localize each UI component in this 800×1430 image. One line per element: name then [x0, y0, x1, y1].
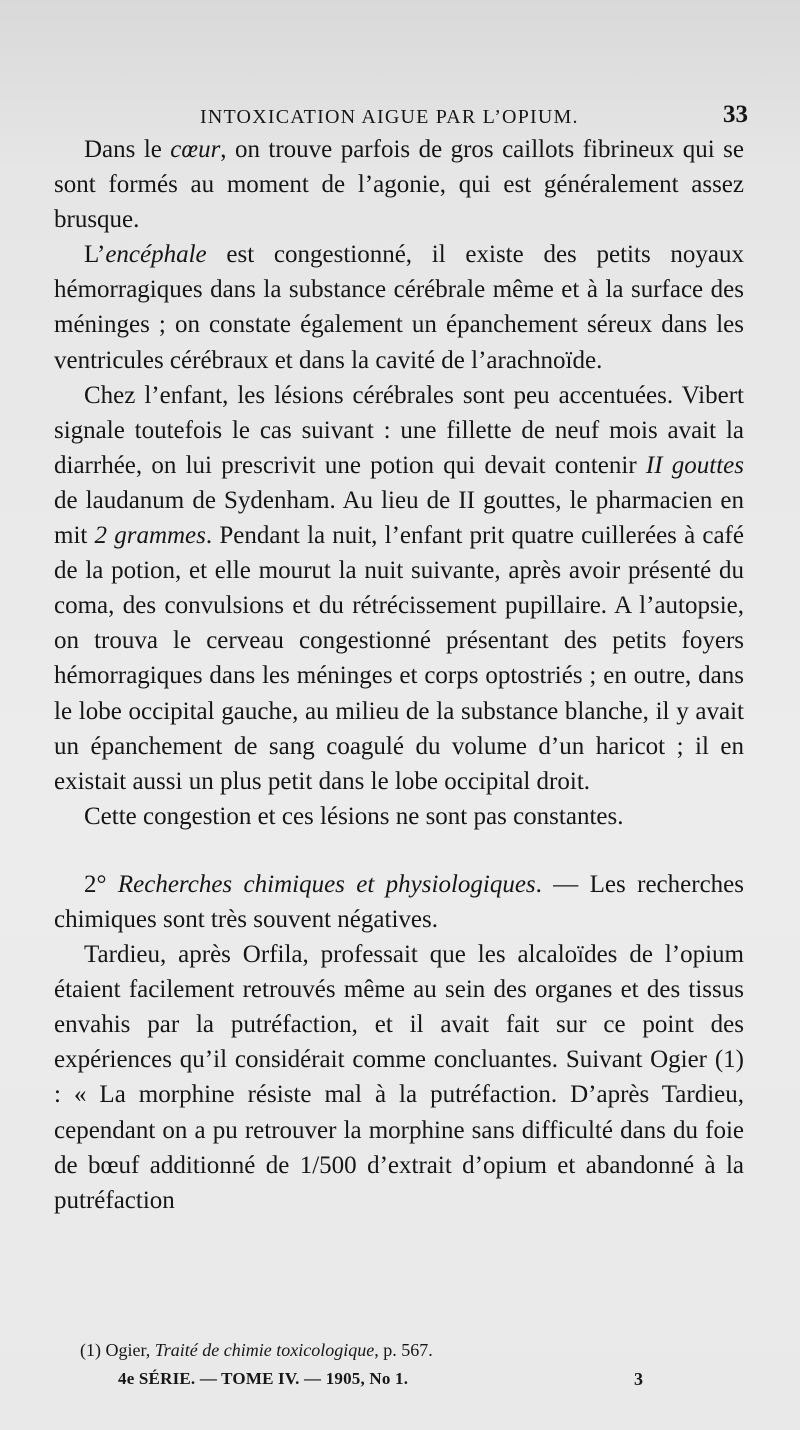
- paragraph-child-italic-2: 2 grammes: [94, 522, 206, 550]
- paragraph-brain: [54, 237, 744, 377]
- footnote-ogier: [80, 1338, 740, 1362]
- paragraph-child-case: [54, 378, 744, 799]
- footnote-italic: Traité de chimie toxicologique: [154, 1340, 375, 1360]
- paragraph-heart-italic: cœur: [170, 136, 221, 163]
- paragraph-research: [54, 867, 744, 937]
- paragraph-child-text-1: Chez l’enfant, les lésions cérébrales sont peu accentuées. Vibert signale toutefois le cas suivant : une fillette de neuf mois avait la diarrhée, on lui prescrivit une potion qui devait contenir: [54, 381, 744, 479]
- paragraph-brain-text-1: L’: [84, 241, 106, 269]
- footnote-text-2: , p. 567.: [374, 1340, 433, 1360]
- paragraph-research-text-1: 2°: [84, 870, 118, 898]
- paragraph-child-text-2: de laudanum de Sydenham. Au lieu de II gouttes, le pharmacien en mit: [54, 486, 744, 550]
- signature-line: [118, 1368, 718, 1390]
- footnotes: [80, 1338, 740, 1362]
- paragraph-heart-text-2: , on trouve parfois de gros caillots fibrineux qui se sont formés au moment de l’agonie, qui est généralement assez brusque.: [54, 136, 744, 234]
- page-number: 33: [723, 101, 748, 128]
- paragraph-research-italic: Recherches chimiques et physiologiques: [117, 870, 536, 898]
- paragraph-tardieu: [54, 937, 744, 1218]
- running-head: INTOXICATION AIGUE PAR L’OPIUM.: [200, 106, 579, 128]
- signature-text: 4e SÉRIE. — TOME IV. — 1905, No 1.: [118, 1369, 409, 1388]
- paragraph-research-text-2: . — Les recherches chimiques sont très souvent négatives.: [54, 870, 744, 933]
- paragraph-heart-text-1: Dans le: [84, 136, 171, 163]
- signature-number: 3: [634, 1369, 643, 1389]
- paragraph-brain-italic: encéphale: [105, 241, 207, 269]
- paragraph-congestion-text: Cette congestion et ces lésions ne sont pas constantes.: [84, 802, 624, 830]
- paragraph-child-text-3: . Pendant la nuit, l’enfant prit quatre cuillerées à café de la potion, et elle mourut la nuit suivante, après avoir présenté du coma, des convulsions et du rétrécissement pupillaire. A l’autopsie, on trouva le cerveau congestionné présentant des petits foyers hémorragiques dans les méninges et corps optostriés ; en outre, dans le lobe occipital gauche, au milieu de la substance blanche, il y avait un épanchement de sang coagulé du volume d’un haricot ; il en existait aussi un plus petit dans le lobe occipital droit.: [54, 522, 744, 795]
- footnote-text-1: (1) Ogier,: [80, 1340, 155, 1360]
- paragraph-tardieu-text: Tardieu, après Orfila, professait que les alcaloïdes de l’opium étaient facilement retrouvés même au sein des organes et des tissus envahis par la putréfaction, et il avait fait sur ce point des expériences qu’il considérait comme concluantes. Suivant Ogier (1) : « La morphine résiste mal à la putréfaction. D’après Tardieu, cependant on a pu retrouver la morphine sans difficulté dans du foie de bœuf additionné de 1/500 d’extrait d’opium et abandonné à la putréfaction: [54, 941, 744, 1214]
- paragraph-brain-text-2: est congestionné, il existe des petits noyaux hémorragiques dans la substance cérébrale même et à la surface des méninges ; on constate également un épanchement séreux dans les ventricules cérébraux et dans la cavité de l’arachnoïde.: [54, 241, 744, 374]
- paragraph-heart: [54, 132, 744, 237]
- paragraph-child-italic-1: II gouttes: [645, 451, 744, 479]
- paragraph-congestion: [54, 799, 744, 834]
- page-header: [54, 96, 748, 132]
- main-text-block: [54, 96, 748, 1218]
